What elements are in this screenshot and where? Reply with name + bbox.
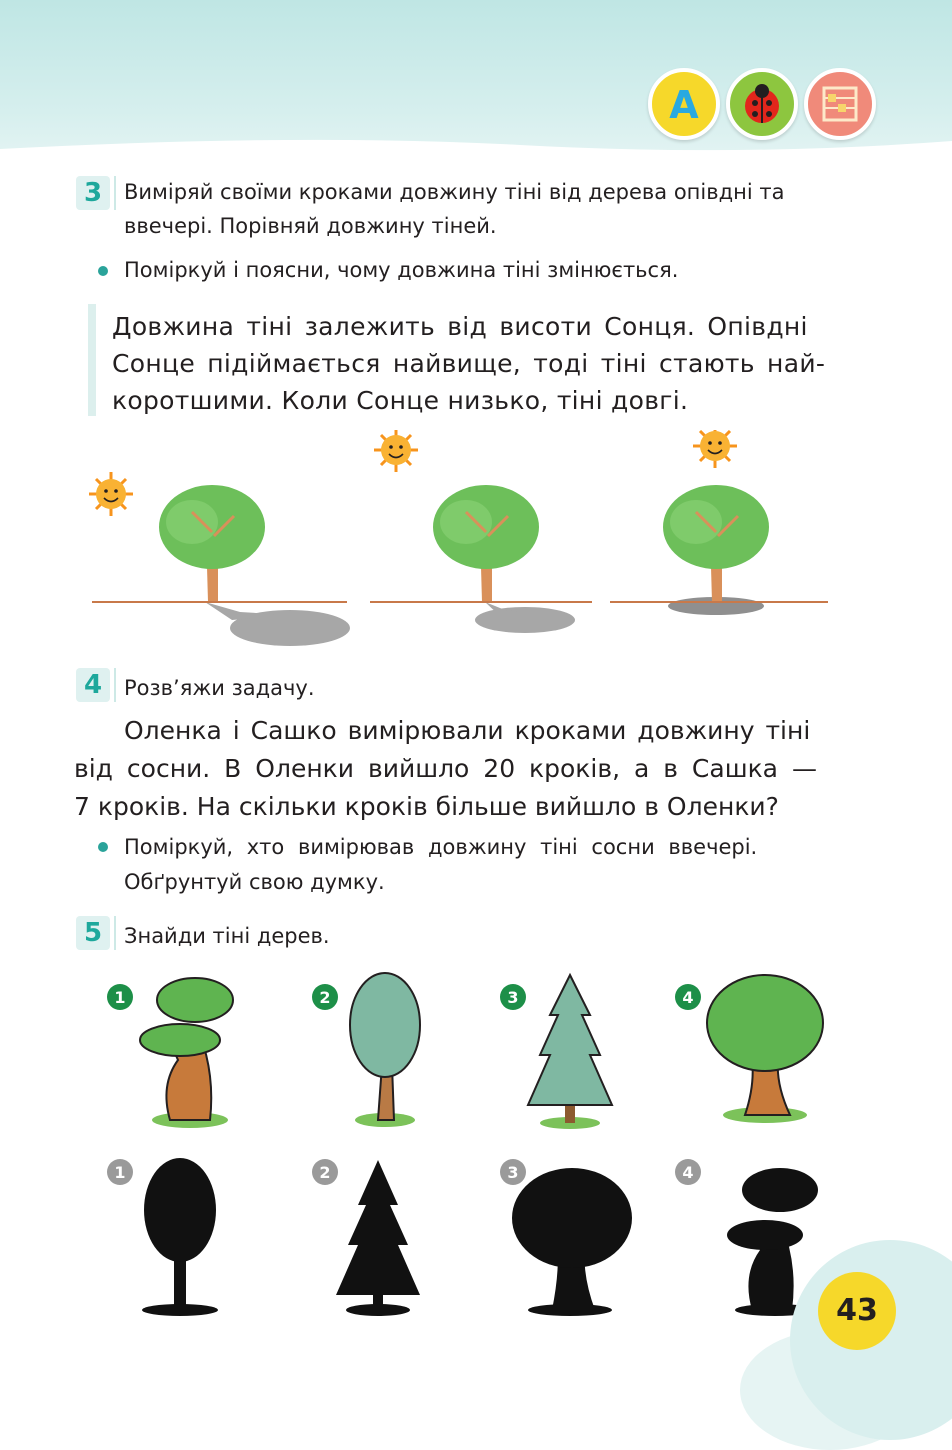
sun-icon (89, 472, 133, 516)
task4-problem-line3: 7 кроків. На скільки кроків більше вийшло в Оленки? (74, 792, 779, 821)
shadow-label-2 (312, 1159, 338, 1185)
tree-label-2 (312, 984, 338, 1010)
tree-label-3 (500, 984, 526, 1010)
deciduous-tree-icon (350, 973, 420, 1127)
tree-label-1 (107, 984, 133, 1010)
task3-instruction-line2: ввечері. Порівняй довжину тіней. (124, 214, 497, 238)
task-number-5: 5 (76, 916, 110, 950)
task4-bullet-line1: Поміркуй, хто вимірював довжину тіні сосни ввечері. (124, 835, 758, 859)
shadow-label-4 (675, 1159, 701, 1185)
svg-text:A: A (669, 83, 699, 127)
task-number-3: 3 (76, 176, 110, 210)
tree-label-4 (675, 984, 701, 1010)
svg-text:1: 1 (114, 1163, 126, 1182)
oak-tree-icon (707, 975, 823, 1123)
tree-icon (663, 485, 769, 602)
fir-tree-icon (528, 975, 612, 1129)
svg-text:1: 1 (114, 988, 126, 1007)
page-number: 43 (818, 1272, 896, 1350)
task4-bullet-line2: Обґрунтуй свою думку. (124, 870, 385, 894)
sun-icon (374, 430, 418, 472)
svg-text:2: 2 (319, 988, 331, 1007)
answer-bar (88, 304, 96, 416)
task3-answer-line1: Довжина тіні залежить від висоти Сонця. Опівдні (112, 312, 808, 341)
colored-trees-row (0, 965, 952, 1155)
fir-shadow-icon (336, 1160, 420, 1316)
svg-text:3: 3 (507, 1163, 519, 1182)
task3-answer-line2: Сонце підіймається найвище, тоді тіні стають най- (112, 349, 826, 378)
tree-icon (433, 485, 539, 602)
task3-instruction-line1: Виміряй своїми кроками довжину тіні від дерева опівдні та (124, 180, 785, 204)
oak-shadow-icon (512, 1168, 632, 1316)
task4-problem-line1: Оленка і Сашко вимірювали кроками довжину тіні (124, 716, 811, 745)
bullet-dot (98, 842, 108, 852)
letter-a-icon (648, 68, 720, 140)
svg-text:4: 4 (682, 988, 694, 1007)
task3-answer-line3: коротшими. Коли Сонце низько, тіні довгі. (112, 386, 689, 415)
sun-icon (693, 430, 737, 468)
task-number-4: 4 (76, 668, 110, 702)
shadow-label-3 (500, 1159, 526, 1185)
abacus-icon (804, 68, 876, 140)
tree-shadow-scene (0, 430, 952, 660)
shadow-label-1 (107, 1159, 133, 1185)
section-badges (648, 68, 878, 136)
svg-text:4: 4 (682, 1163, 694, 1182)
tree-icon (159, 485, 265, 602)
svg-text:3: 3 (507, 988, 519, 1007)
task4-problem-line2: від сосни. В Оленки вийшло 20 кроків, а в Сашка — (74, 754, 817, 783)
deciduous-shadow-icon (142, 1158, 218, 1316)
ladybug-icon (726, 68, 798, 140)
bullet-dot (98, 266, 108, 276)
task3-bullet-text: Поміркуй і поясни, чому довжина тіні змінюється. (124, 258, 679, 282)
task4-title: Розв’яжи задачу. (124, 676, 315, 700)
svg-text:2: 2 (319, 1163, 331, 1182)
twisted-tree-icon (140, 978, 233, 1128)
task5-title: Знайди тіні дерев. (124, 924, 330, 948)
